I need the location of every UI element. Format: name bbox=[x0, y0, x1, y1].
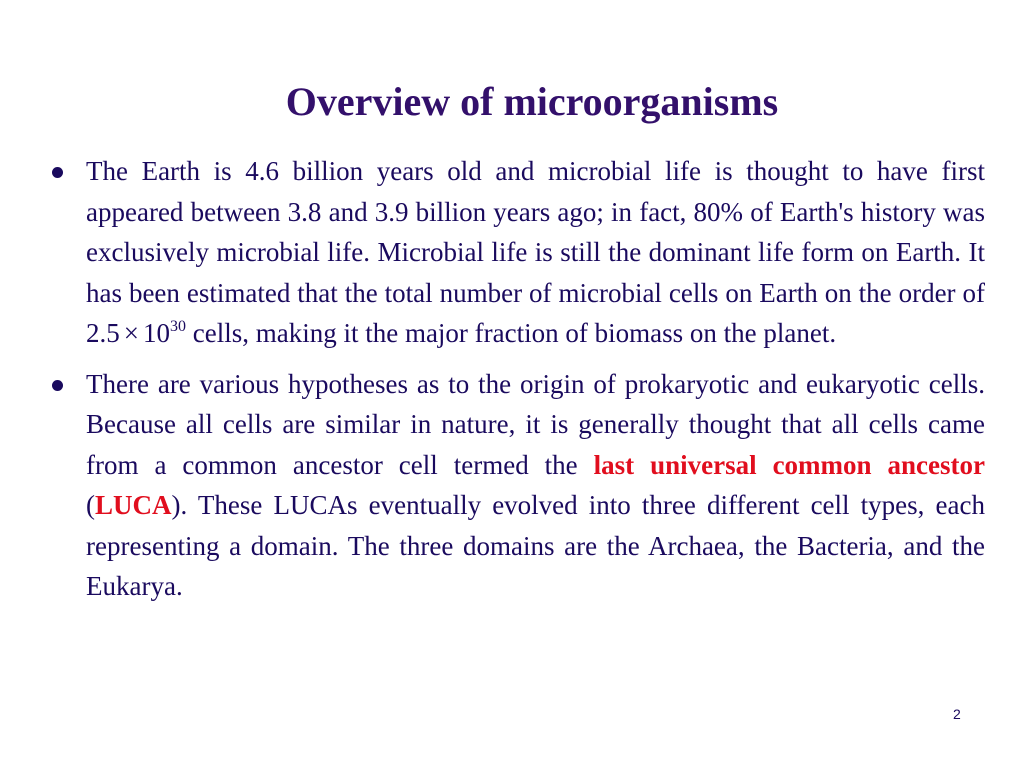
page-number: 2 bbox=[953, 706, 961, 722]
bullet-1-intro: The Earth is 4.6 billion years old and microbial life is thought to have first appeared between 3.8 and 3.9 billion years ago; in fact, 80% of Earth's history was exclusively microbial life. Microbial life is still the dominant life form on Earth. It has been estimated that the total number of microbial cells on Earth on the order of 2.5 bbox=[86, 156, 985, 348]
bullet-item-earth-microbial-life bbox=[47, 151, 985, 354]
highlight-term-luca: last universal common ancestor bbox=[593, 449, 985, 480]
multiplication-sign: × bbox=[123, 318, 139, 348]
highlight-abbr-luca: LUCA bbox=[95, 490, 172, 520]
bullet-1-base: 10 bbox=[142, 318, 170, 348]
bullet-dot-icon bbox=[52, 380, 63, 391]
bullet-2-intro: There are various hypotheses as to the origin of prokaryotic and eukaryotic cells. Because all cells are similar in nature, it is generally thought that all cells came from a common ancestor cell termed the bbox=[86, 368, 985, 480]
bullet-2-rest: ). These LUCAs eventually evolved into three different cell types, each representing a domain. The three domains are the Archaea, the Bacteria, and the Eukarya. bbox=[86, 490, 985, 601]
bullet-item-origin-of-cells bbox=[47, 364, 985, 607]
bullet-list bbox=[47, 151, 985, 617]
bullet-2-paren-open: ( bbox=[86, 490, 95, 520]
bullet-1-rest: cells, making it the major fraction of biomass on the planet. bbox=[185, 318, 837, 348]
bullet-dot-icon bbox=[52, 167, 63, 178]
slide-title: Overview of microorganisms bbox=[285, 79, 779, 124]
bullet-1-exponent: 30 bbox=[169, 318, 186, 335]
